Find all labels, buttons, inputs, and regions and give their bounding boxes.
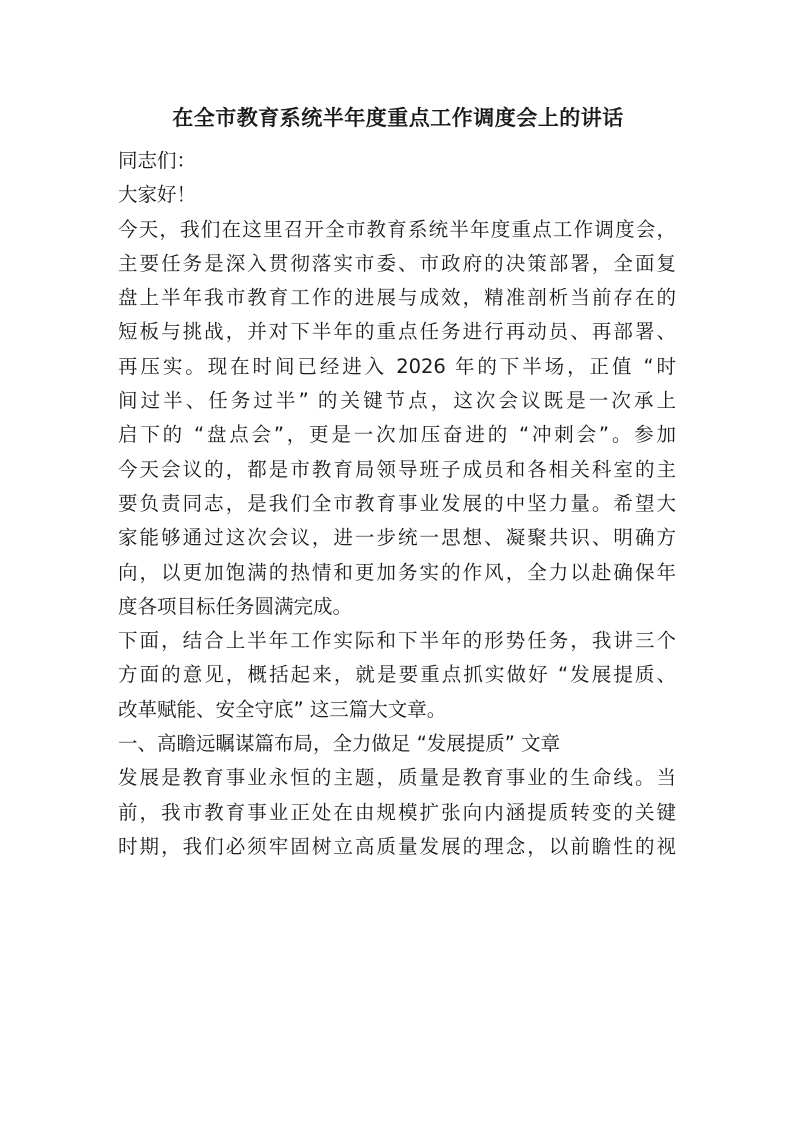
text-line: 间过半、任务过半” 的关键节点，这次会议既是一次承上: [118, 389, 676, 413]
text-line: 主要任务是深入贯彻落实市委、市政府的决策部署，全面复: [118, 251, 676, 275]
text-line: 度各项目标任务圆满完成。: [118, 594, 353, 618]
text-line: 发展是教育事业永恒的主题，质量是教育事业的生命线。当: [118, 766, 676, 790]
document-body: [118, 144, 676, 864]
text-line: 今天，我们在这里召开全市教育系统半年度重点工作调度会，: [118, 217, 676, 241]
text-line: 家能够通过这次会议，进一步统一思想、凝聚共识、明确方: [118, 526, 676, 550]
text-line: 时期，我们必须牢固树立高质量发展的理念，以前瞻性的视: [118, 834, 676, 858]
text-line: 改革赋能、安全守底” 这三篇大文章。: [118, 697, 447, 721]
text-line: 下面，结合上半年工作实际和下半年的形势任务，我讲三个: [118, 629, 676, 653]
text-line: 今天会议的，都是市教育局领导班子成员和各相关科室的主: [118, 457, 676, 481]
text-line: 向，以更加饱满的热情和更加务实的作风，全力以赴确保年: [118, 560, 676, 584]
text-line: 盘上半年我市教育工作的进展与成效，精准剖析当前存在的: [118, 286, 676, 310]
text-line: 前，我市教育事业正处在由规模扩张向内涵提质转变的关键: [118, 800, 676, 824]
text-line: 短板与挑战，并对下半年的重点任务进行再动员、再部署、: [118, 320, 676, 344]
text-line: 同志们：: [118, 149, 197, 172]
text-line: 方面的意见，概括起来，就是要重点抓实做好 “发展提质、: [118, 663, 676, 687]
text-line: 再压实。现在时间已经进入 2026 年的下半场，正值 “时: [118, 354, 676, 378]
text-line: 一、高瞻远瞩谋篇布局，全力做足 “发展提质” 文章: [118, 732, 561, 756]
document-title: 在全市教育系统半年度重点工作调度会上的讲话: [172, 106, 624, 130]
text-line: 要负责同志，是我们全市教育事业发展的中坚力量。希望大: [118, 491, 676, 515]
text-line: 大家好！: [118, 183, 197, 207]
text-line: 启下的 “盘点会”，更是一次加压奋进的 “冲刺会”。参加: [118, 423, 676, 447]
